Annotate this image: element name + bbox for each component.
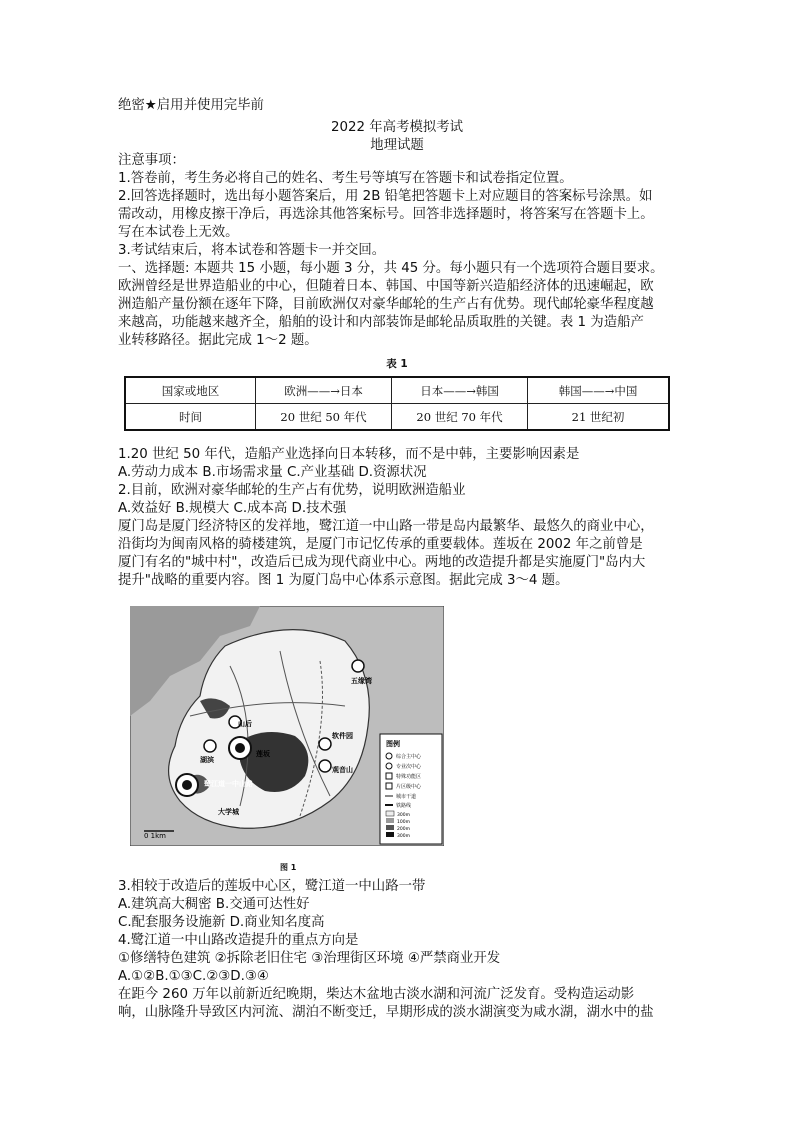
center-marker [235,743,245,753]
question-4-stem: 4.鹭江道一中山路改造提升的重点方向是 [118,933,359,948]
table-caption: 表 1 [386,358,408,370]
notes-heading: 注意事项： [118,153,185,168]
table-cell: 韩国——→中国 [528,377,669,404]
passage-line: 厦门岛是厦门经济特区的发祥地，鹭江道一中山路一带是岛内最繁华、最悠久的商业中心， [118,519,654,534]
xiamen-island-map [130,606,444,846]
legend-item: 200m [397,827,410,832]
legend-symbol [386,763,392,769]
passage-line: 欧洲曾经是世界造船业的中心，但随着日本、韩国、中国等新兴造船经济体的迅速崛起，欧 [118,279,654,294]
passage-line: 沿街均为闽南风格的骑楼建筑，是厦门市记忆传承的重要载体。莲坂在 2002 年之前曾是 [118,537,643,552]
map-label: 软件园 [332,732,353,740]
note-line: 1.答卷前，考生务必将自己的姓名、考生号等填写在答题卡和试卷指定位置。 [118,171,573,186]
note-line: 需改动，用橡皮擦干净后，再选涂其他答案标号。回答非选择题时，将答案写在答题卡上。 [118,207,654,222]
passage-line: 来越高，功能越来越齐全，船舶的设计和内部装饰是邮轮品质取胜的关键。表 1 为造船产 [118,315,644,330]
sub-center-marker [319,738,331,750]
table-cell: 20 世纪 50 年代 [256,404,392,431]
map-label: 大学城 [218,808,239,816]
passage-line: 业转移路径。据此完成 1～2 题。 [118,333,318,348]
passage-line: 提升"战略的重要内容。图 1 为厦门岛中心体系示意图。据此完成 3～4 题。 [118,573,569,588]
question-3-options: A.建筑高大稠密 B.交通可达性好 [118,897,310,912]
legend-title: 图例 [386,740,400,748]
table-cell: 20 世纪 70 年代 [392,404,528,431]
shipbuilding-table [124,376,670,431]
legend-item: 片区级中心 [396,784,422,790]
note-line: 3.考试结束后，将本试卷和答题卡一并交回。 [118,243,386,258]
legend-symbol [386,818,394,823]
question-4-options: A.①②B.①③C.②③D.③④ [118,969,269,984]
legend-item: 300m [397,834,410,839]
legend-symbol [386,773,392,779]
legend-symbol [386,825,394,830]
map-label: 鹭江道一中山路 [204,780,253,788]
note-line: 2.回答选择题时，选出每小题答案后，用 2B 铅笔把答题卡上对应题目的答案标号涂黑。如 [118,189,653,204]
map-label: 五缘湾 [351,677,372,685]
legend-symbol [386,832,394,837]
scale-label: 0 1km [144,832,167,840]
legend-item: 300m [397,813,410,818]
table-cell: 日本——→韩国 [392,377,528,404]
legend-item: 铁路线 [396,803,412,809]
passage-line: 厦门有名的"城中村"，改造后已成为现代商业中心。两地的改造提升都是实施厦门"岛内大 [118,555,646,570]
note-line: 写在本试卷上无效。 [118,225,239,240]
question-1-options: A.劳动力成本 B.市场需求量 C.产业基础 D.资源状况 [118,465,427,480]
table-cell: 欧洲——→日本 [256,377,392,404]
question-3-stem: 3.相较于改造后的莲坂中心区，鹭江道一中山路一带 [118,879,426,894]
legend-symbol [386,753,392,759]
legend-item: 特殊功能区 [396,774,422,780]
section-heading: 一、选择题: 本题共 15 小题，每小题 3 分，共 45 分。每小题只有一个选项符合题目要求。 [118,261,664,276]
legend-item: 城市干道 [396,794,417,800]
question-4-items: ①修缮特色建筑 ②拆除老旧住宅 ③治理街区环境 ④严禁商业开发 [118,951,501,966]
question-1-stem: 1.20 世纪 50 年代，造船产业选择向日本转移，而不是中韩，主要影响因素是 [118,447,580,462]
map-label: 湖滨 [200,756,214,764]
map-label: 山后 [238,720,252,728]
passage-line: 洲造船产量份额在逐年下降，目前欧洲仅对豪华邮轮的生产占有优势。现代邮轮豪华程度越 [118,297,654,312]
legend-item: 100m [397,820,410,825]
table-cell: 21 世纪初 [528,404,669,431]
sub-center-marker [319,760,331,772]
table-cell: 国家或地区 [125,377,256,404]
passage-line: 在距今 260 万年以前新近纪晚期，柴达木盆地古淡水湖和河流广泛发育。受构造运动影 [118,987,635,1002]
table-row [125,404,669,431]
center-marker [182,780,192,790]
passage-line: 响，山脉隆升导致区内河流、湖泊不断变迁，早期形成的淡水湖演变为咸水湖，湖水中的盐 [118,1005,654,1020]
sub-center-marker [352,660,364,672]
question-3-options: C.配套服务设施新 D.商业知名度高 [118,915,325,930]
exam-title: 2022 年高考模拟考试 [330,120,464,135]
sub-center-marker [204,740,216,752]
exam-subject: 地理试题 [370,138,424,153]
legend-item: 专业次中心 [396,764,422,770]
legend-symbol [386,811,394,816]
legend-item: 综合主中心 [396,754,422,760]
question-2-options: A.效益好 B.规模大 C.成本高 D.技术强 [118,501,347,516]
question-2-stem: 2.目前，欧洲对豪华邮轮的生产占有优势，说明欧洲造船业 [118,483,466,498]
figure-caption: 图 1 [280,863,297,872]
confidential-notice: 绝密★启用并使用完毕前 [118,98,264,113]
legend-symbol [386,783,392,789]
map-label: 莲坂 [256,750,270,758]
table-row [125,377,669,404]
table-cell: 时间 [125,404,256,431]
map-label: 观音山 [332,766,353,774]
